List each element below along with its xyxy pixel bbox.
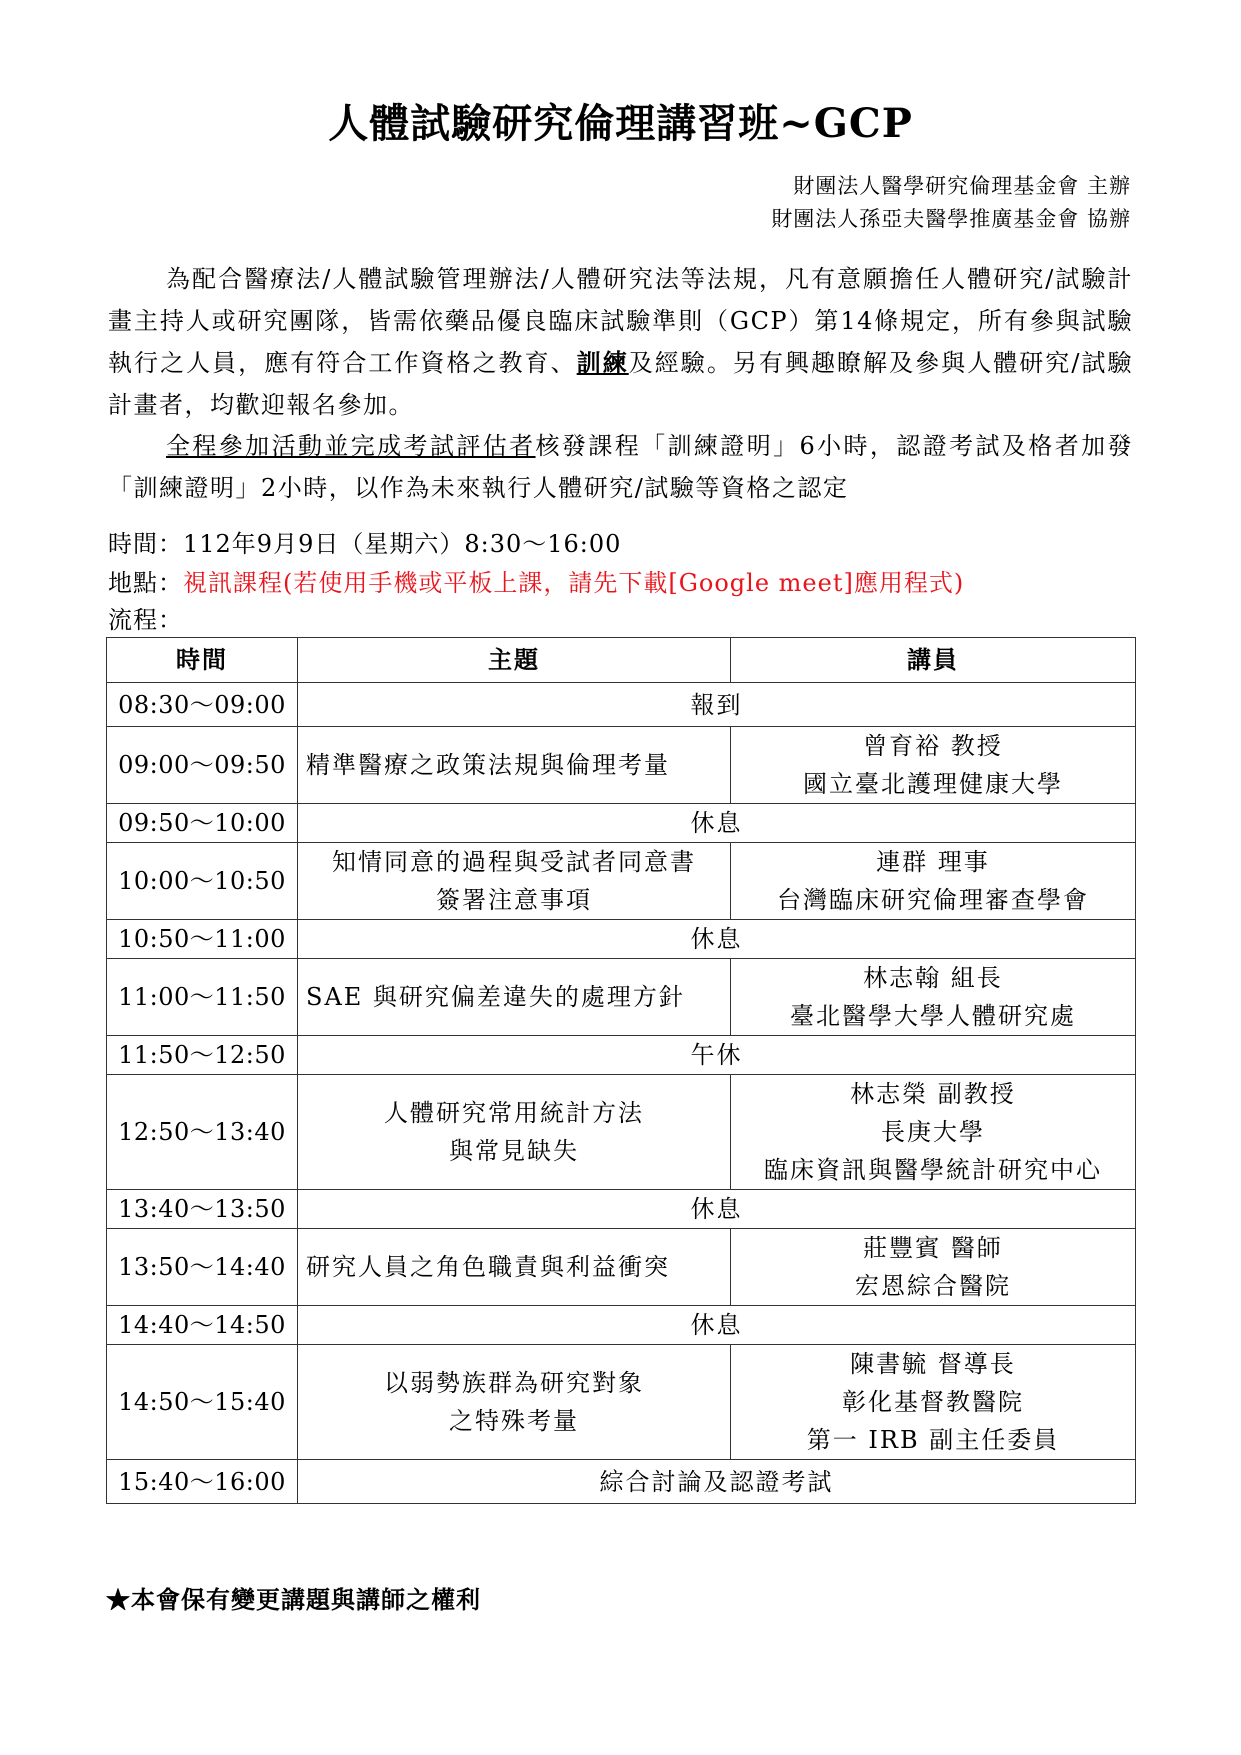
schedule-row (107, 727, 1136, 804)
intro-paragraph (108, 258, 1133, 426)
schedule-table (106, 637, 1136, 1504)
schedule-row (107, 1229, 1136, 1306)
row-speaker (731, 1229, 1136, 1306)
certificate-paragraph (108, 425, 1133, 509)
row-time: 10:50～11:00 (107, 920, 298, 959)
schedule-row (107, 1345, 1136, 1460)
schedule-break-row (107, 1190, 1136, 1229)
row-speaker (731, 1345, 1136, 1460)
schedule-row (107, 1075, 1136, 1190)
speaker-line: 林志翰 組長 (863, 964, 1003, 992)
row-topic (298, 727, 731, 804)
intro-bold-training: 訓練 (576, 348, 629, 377)
header-topic: 主題 (298, 638, 731, 683)
row-time: 12:50～13:40 (107, 1075, 298, 1190)
schedule-break-row (107, 804, 1136, 843)
agenda-label: 流程： (108, 606, 183, 634)
speaker-line: 彰化基督教醫院 (842, 1388, 1024, 1416)
row-activity: 午休 (298, 1036, 1136, 1075)
speaker-line: 林志榮 副教授 (850, 1080, 1016, 1108)
row-speaker (731, 1075, 1136, 1190)
row-time: 09:00～09:50 (107, 727, 298, 804)
speaker-line: 長庚大學 (881, 1118, 985, 1146)
event-time: 時間：112年9月9日（星期六）8:30～16:00 (108, 530, 622, 558)
intro-text-2: 及經驗。另有興趣瞭解及參與人體研究/試驗計畫者，均歡迎報名參加。 (108, 349, 1134, 419)
row-time: 11:00～11:50 (107, 959, 298, 1036)
row-time: 11:50～12:50 (107, 1036, 298, 1075)
row-time: 13:50～14:40 (107, 1229, 298, 1306)
header-speaker: 講員 (731, 638, 1136, 683)
page-title: 人體試驗研究倫理講習班~GCP (328, 100, 913, 147)
topic-line: 精準醫療之政策法規與倫理考量 (306, 751, 670, 779)
schedule-break-row (107, 1036, 1136, 1075)
schedule-header-row (107, 638, 1136, 683)
schedule-break-row (107, 1306, 1136, 1345)
host-organizer: 財團法人醫學研究倫理基金會 主辦 (793, 174, 1131, 198)
schedule-break-row (107, 1460, 1136, 1504)
row-speaker (731, 727, 1136, 804)
certificate-underline: 全程參加活動並完成考試評估者 (166, 432, 536, 460)
schedule-row (107, 959, 1136, 1036)
row-topic (298, 1075, 731, 1190)
row-topic (298, 1345, 731, 1460)
schedule-body (107, 683, 1136, 1504)
location-label: 地點： (108, 569, 183, 597)
topic-line: 人體研究常用統計方法 (384, 1099, 644, 1127)
row-topic (298, 959, 731, 1036)
row-time: 10:00～10:50 (107, 843, 298, 920)
topic-line: SAE 與研究偏差違失的處理方針 (306, 983, 685, 1011)
speaker-line: 莊豐賓 醫師 (863, 1234, 1003, 1262)
row-time: 08:30～09:00 (107, 683, 298, 727)
topic-line: 知情同意的過程與受試者同意書 (332, 848, 696, 876)
row-time: 14:40～14:50 (107, 1306, 298, 1345)
row-activity: 休息 (298, 1190, 1136, 1229)
row-topic (298, 1229, 731, 1306)
row-time: 14:50～15:40 (107, 1345, 298, 1460)
speaker-line: 第一 IRB 副主任委員 (806, 1426, 1060, 1454)
intro-text-1: 為配合醫療法/人體試驗管理辦法/人體研究法等法規，凡有意願擔任人體研究/試驗計畫主持人或研究團隊，皆需依藥品優良臨床試驗準則（GCP）第14條規定，所有參與試驗執行之人員，應有符合工作資格之教育、 (108, 265, 1133, 377)
row-activity: 休息 (298, 920, 1136, 959)
row-time: 13:40～13:50 (107, 1190, 298, 1229)
row-topic (298, 843, 731, 920)
row-speaker (731, 959, 1136, 1036)
row-activity: 休息 (298, 804, 1136, 843)
row-time: 15:40～16:00 (107, 1460, 298, 1504)
speaker-line: 國立臺北護理健康大學 (803, 770, 1063, 798)
speaker-line: 宏恩綜合醫院 (855, 1272, 1011, 1300)
row-activity: 休息 (298, 1306, 1136, 1345)
speaker-line: 曾育裕 教授 (863, 732, 1003, 760)
speaker-line: 臺北醫學大學人體研究處 (790, 1002, 1076, 1030)
footer-note: ★本會保有變更講題與講師之權利 (106, 1585, 481, 1614)
schedule-break-row (107, 920, 1136, 959)
schedule-row (107, 843, 1136, 920)
topic-line: 與常見缺失 (449, 1137, 579, 1165)
speaker-line: 臨床資訊與醫學統計研究中心 (764, 1156, 1102, 1184)
topic-line: 研究人員之角色職責與利益衝突 (306, 1253, 670, 1281)
topic-line: 簽署注意事項 (436, 886, 592, 914)
header-time: 時間 (107, 638, 298, 683)
topic-line: 之特殊考量 (449, 1407, 579, 1435)
event-location (108, 563, 964, 598)
certificate-text: 核發課程「訓練證明」6小時，認證考試及格者加發「訓練證明」2小時，以作為未來執行人體研究/試驗等資格之認定 (108, 432, 1133, 502)
row-activity: 綜合討論及認證考試 (298, 1460, 1136, 1504)
row-time: 09:50～10:00 (107, 804, 298, 843)
speaker-line: 連群 理事 (876, 848, 990, 876)
schedule-break-row (107, 683, 1136, 727)
speaker-line: 台灣臨床研究倫理審查學會 (777, 886, 1089, 914)
row-speaker (731, 843, 1136, 920)
topic-line: 以弱勢族群為研究對象 (384, 1369, 644, 1397)
speaker-line: 陳書毓 督導長 (850, 1350, 1016, 1378)
location-value: 視訊課程(若使用手機或平板上課，請先下載[Google meet]應用程式) (183, 569, 965, 597)
row-activity: 報到 (298, 683, 1136, 727)
cohost-organizer: 財團法人孫亞夫醫學推廣基金會 協辦 (771, 207, 1131, 231)
